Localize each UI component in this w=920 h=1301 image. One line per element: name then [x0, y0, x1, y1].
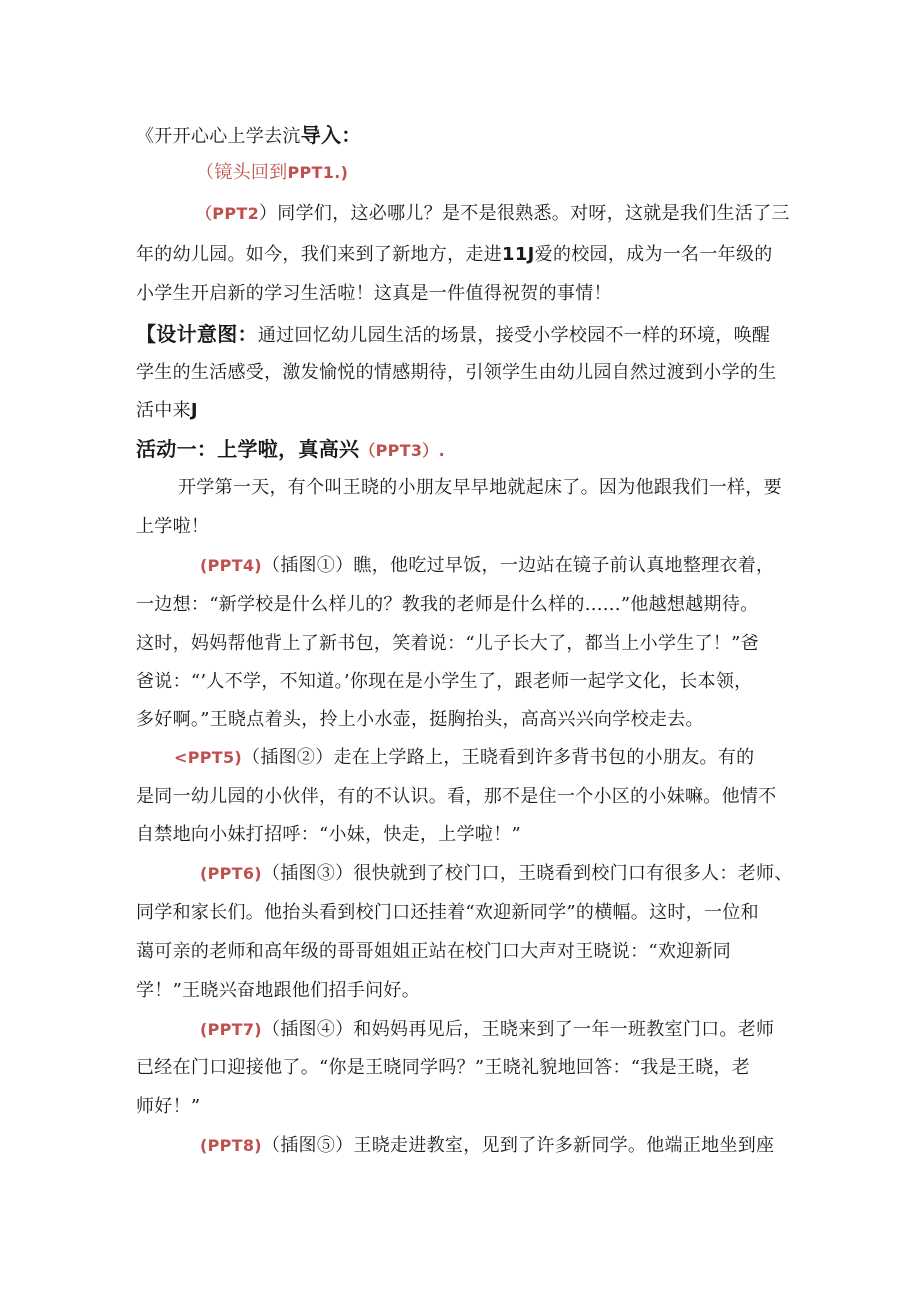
p5-line-3: 自禁地向小妹打招呼：“小妹，快走，上学啦！”: [136, 824, 522, 845]
p8-line-1: (PPT8)（插图⑤）王晓走进教室，见到了许多新同学。他端正地坐到座: [200, 1135, 775, 1156]
p7-line-3: 师好！”: [136, 1096, 201, 1117]
intro-cue-line: [196, 161, 348, 185]
p5-ppt-label: <PPT5): [174, 748, 243, 767]
p6-line-1: (PPT6)（插图③）很快就到了校门口，王晓看到校门口有很多人：老师、: [200, 863, 793, 884]
design-line-3: 活中来J: [136, 400, 198, 421]
design-line-1: 【设计意图：通过回忆幼儿园生活的场景，接受小学校园不一样的环境，唤醒: [136, 322, 771, 346]
intro-heading: 导入：: [300, 123, 362, 147]
intro-cue: （镜头回到: [196, 162, 288, 183]
design-label: 【设计意图：: [136, 322, 258, 346]
design-line-2: 学生的生活感受，激发愉悦的情感期待，引领学生由幼儿园自然过渡到小学的生: [136, 362, 777, 383]
activity-title: 活动一：上学啦，真高兴: [136, 437, 360, 461]
p4-line-2: 一边想：“新学校是什么样儿的？教我的老师是什么样的......”他越想越期待。: [136, 594, 759, 615]
p6-line-3: 蔼可亲的老师和高年级的哥哥姐姐正站在校门口大声对王晓说：“欢迎新同: [136, 941, 732, 962]
p4-line-5: 多好啊。”王晓点着头，拎上小水壶，挺胸抬头，高高兴兴向学校走去。: [136, 709, 704, 730]
p7-ppt-label: (PPT7): [200, 1020, 262, 1039]
p7-line-2: 已经在门口迎接他了。“你是王晓同学吗？”王晓礼貌地回答：“我是王晓，老: [136, 1057, 751, 1078]
p1-line-3: 小学生开启新的学习生活啦！这真是一件值得祝贺的事情！: [136, 283, 612, 304]
intro-prefix: 《开开心心上学去沆: [136, 126, 301, 147]
p6-ppt-label: (PPT6): [200, 864, 262, 883]
activity-heading: [136, 437, 445, 463]
p6-line-4: 学！”王晓兴奋地跟他们招手问好。: [136, 980, 421, 1001]
p4-ppt-label: (PPT4): [200, 556, 262, 575]
p4-line-4: 爸说：“’人不学，不知道。’你现在是小学生了，跟老师一起学文化，长本领，: [136, 671, 753, 692]
p1-line-2: 年的幼儿园。如今，我们来到了新地方，走进11J爱的校园，成为一名一年级的: [136, 244, 773, 265]
activity-ppt-label: （PPT3）.: [359, 441, 445, 460]
p5-line-1: <PPT5)（插图②）走在上学路上，王晓看到许多背书包的小朋友。有的: [174, 747, 755, 768]
p5-line-2: 是同一幼儿园的小伙伴，有的不认识。看，那不是住一个小区的小妹嘛。他情不: [136, 786, 777, 807]
intro-line: [136, 123, 362, 149]
p1-ppt-label: （PPT2: [196, 204, 259, 223]
activity-line-1: 开学第一天，有个叫王晓的小朋友早早地就起床了。因为他跟我们一样，要: [178, 477, 782, 498]
p7-line-1: (PPT7)（插图④）和妈妈再见后，王晓来到了一年一班教室门口。老师: [200, 1019, 775, 1040]
p4-line-3: 这时，妈妈帮他背上了新书包，笑着说：“儿子长大了，都当上小学生了！”爸: [136, 633, 759, 654]
activity-line-2: 上学啦！: [136, 516, 210, 537]
p8-ppt-label: (PPT8): [200, 1136, 262, 1155]
p6-line-2: 同学和家长们。他抬头看到校门口还挂着“欢迎新同学”的横幅。这时，一位和: [136, 902, 759, 923]
intro-cue-ppt: PPT1.): [287, 163, 349, 182]
p4-line-1: (PPT4)（插图①）瞧，他吃过早饭，一边站在镜子前认真地整理衣着，: [200, 555, 775, 576]
p1-line-1: （PPT2）同学们，这必哪儿？是不是很熟悉。对呀，这就是我们生活了三: [196, 203, 790, 224]
